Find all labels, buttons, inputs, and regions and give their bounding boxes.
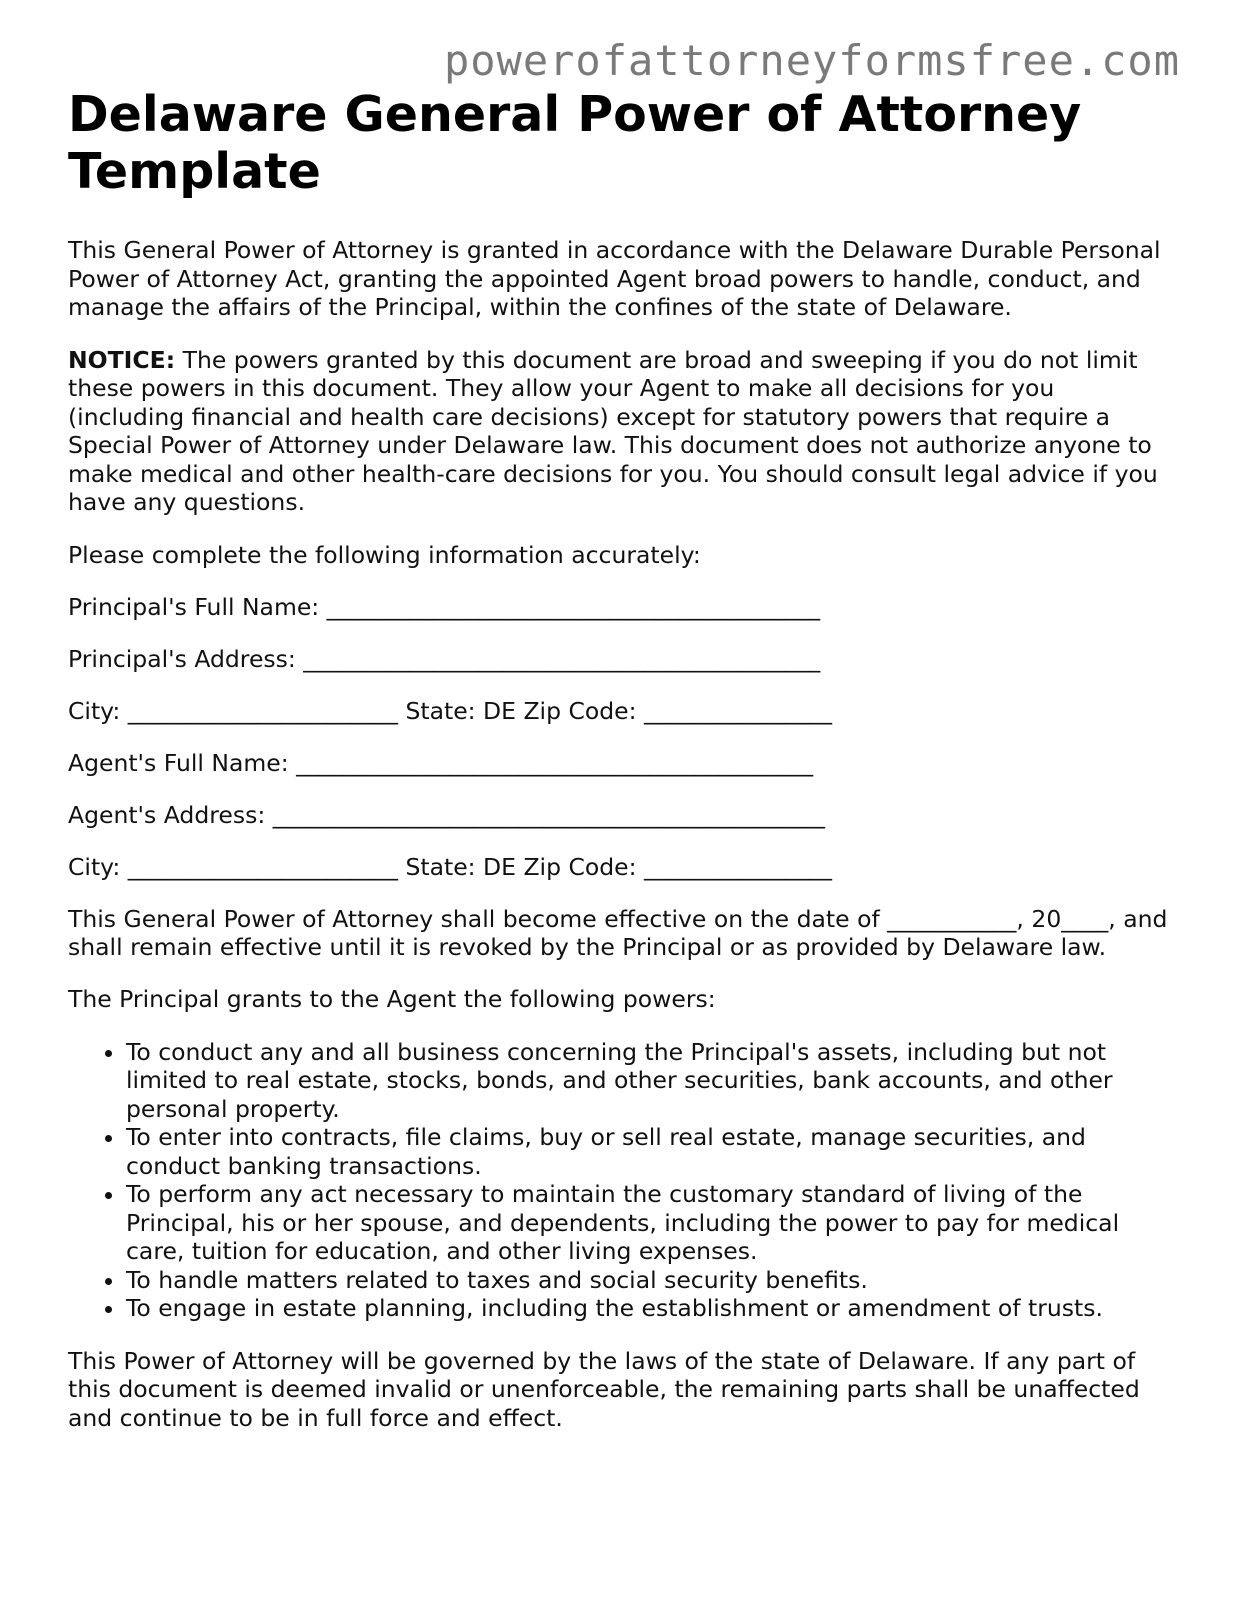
closing-paragraph: This Power of Attorney will be governed by the laws of the state of Delaware. If any part of this document is deemed invalid or unenforceable, the remaining parts shall be unaffected and continue to be in full force and effect. xyxy=(68,1346,1140,1432)
notice-paragraph xyxy=(68,346,1176,517)
intro-paragraph: This General Power of Attorney is granted in accordance with the Delaware Durable Personal Power of Attorney Act, granting the appointed Agent broad powers to handle, conduct, and manage the affairs of the Principal, within the confines of the state of Delaware. xyxy=(68,236,1161,321)
notice-label: NOTICE: xyxy=(68,345,176,374)
effective-date-paragraph: This General Power of Attorney shall become effective on the date of ___________, 20____, and shall remain effective until it is revoked by the Principal or as provided by Delaware law. xyxy=(68,904,1168,961)
principal-address-field[interactable]: Principal's Address: ____________________________________________ xyxy=(68,644,821,673)
power-item: • To enter into contracts, file claims, buy or sell real estate, manage securities, and conduct banking transactions. xyxy=(126,1123,1176,1180)
site-watermark: powerofattorneyformsfree.com xyxy=(443,36,1180,85)
powers-list xyxy=(68,1038,1176,1323)
power-item: • To engage in estate planning, including the establishment or amendment of trusts. xyxy=(126,1294,1176,1323)
document-body xyxy=(68,86,1176,1432)
agent-name-field[interactable]: Agent's Full Name: ____________________________________________ xyxy=(68,748,814,777)
power-item: • To conduct any and all business concerning the Principal's assets, including but not limited to real estate, stocks, bonds, and other securities, bank accounts, and other personal property. xyxy=(126,1038,1176,1124)
power-item: • To perform any act necessary to maintain the customary standard of living of the Principal, his or her spouse, and dependents, including the power to pay for medical care, tuition for education, and other living expenses. xyxy=(126,1180,1176,1266)
principal-name-field[interactable]: Principal's Full Name: __________________________________________ xyxy=(68,592,821,621)
principal-city-state-zip-field[interactable]: City: _______________________ State: DE Zip Code: ________________ xyxy=(68,696,833,725)
power-item: • To handle matters related to taxes and social security benefits. xyxy=(126,1266,1176,1295)
instruction-text: Please complete the following information accurately: xyxy=(68,540,701,569)
document-title: Delaware General Power of Attorney Template xyxy=(68,86,1082,200)
grants-intro: The Principal grants to the Agent the following powers: xyxy=(68,985,716,1013)
notice-text: The powers granted by this document are broad and sweeping if you do not limit these powers in this document. They allow your Agent to make all decisions for you (including financial and health care decisions) except for statutory powers that require a Special Power of Attorney under Delaware law. This document does not authorize anyone to make medical and other health-care decisions for you. You should consult legal advice if you have any questions. xyxy=(68,345,1158,516)
agent-city-state-zip-field[interactable]: City: _______________________ State: DE Zip Code: ________________ xyxy=(68,852,833,881)
agent-address-field[interactable]: Agent's Address: _______________________________________________ xyxy=(68,800,825,829)
